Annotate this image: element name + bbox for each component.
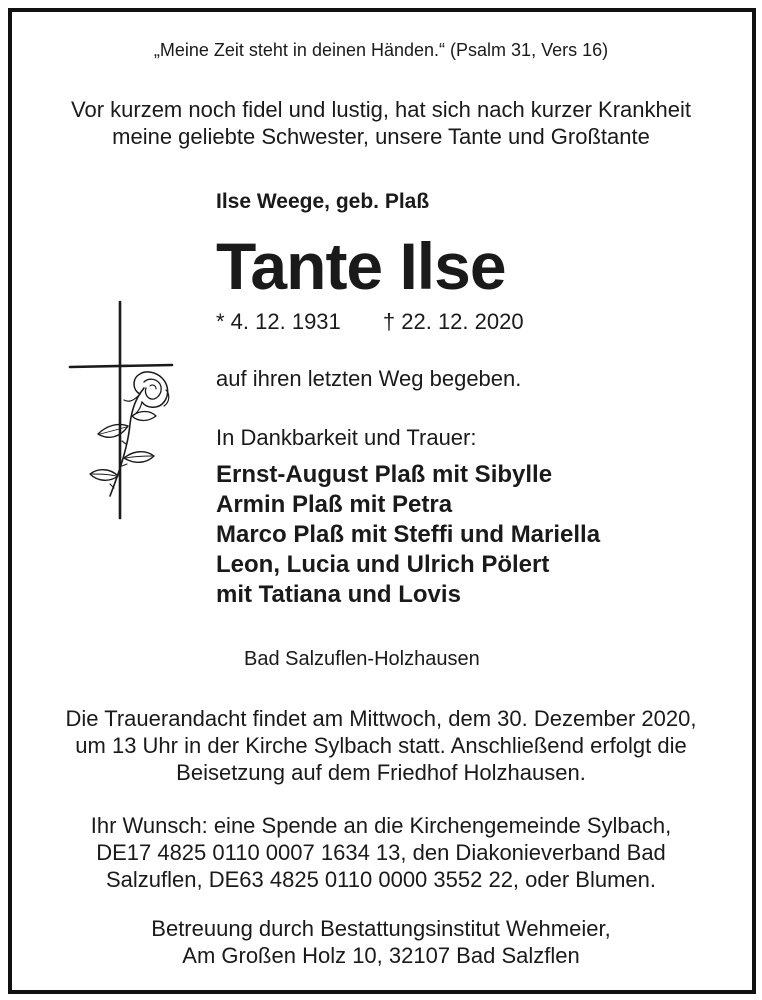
cross-with-rose-icon [66, 298, 182, 524]
mourner-line: Marco Plaß mit Steffi und Mariella [216, 521, 601, 548]
donation-info [0, 812, 762, 893]
psalm-quote: „Meine Zeit steht in deinen Händen.“ (Psalm 31, Vers 16) [153, 40, 609, 60]
funeral-home-line: Am Großen Holz 10, 32107 Bad Salzflen [182, 943, 580, 968]
mourner-line: Ernst-August Plaß mit Sibylle [216, 461, 553, 488]
intro-text [0, 96, 762, 150]
donation-line: Ihr Wunsch: eine Spende an die Kirchengemeinde Sylbach, [90, 813, 672, 838]
service-line: um 13 Uhr in der Kirche Sylbach statt. Anschließend erfolgt die [75, 733, 687, 758]
mourner-line: Armin Plaß mit Petra [216, 491, 453, 518]
deceased-full-name: Ilse Weege, geb. Plaß [216, 190, 430, 213]
service-line: Die Trauerandacht findet am Mittwoch, dem 30. Dezember 2020, [65, 706, 697, 731]
mourner-line: mit Tatiana und Lovis [216, 581, 461, 608]
death-date: † 22. 12. 2020 [382, 309, 524, 334]
deceased-nickname: Tante Ilse [216, 229, 506, 303]
birth-date: * 4. 12. 1931 [216, 309, 341, 334]
intro-line: Vor kurzem noch fidel und lustig, hat sich nach kurzer Krankheit [71, 97, 691, 122]
mourners-list [216, 460, 600, 610]
funeral-home-line: Betreuung durch Bestattungsinstitut Wehmeier, [151, 916, 611, 941]
mourning-intro: In Dankbarkeit und Trauer: [216, 425, 477, 450]
service-line: Beisetzung auf dem Friedhof Holzhausen. [176, 760, 586, 785]
service-info [0, 705, 762, 786]
last-way-text: auf ihren letzten Weg begeben. [216, 366, 522, 391]
mourner-line: Leon, Lucia und Ulrich Pölert [216, 551, 550, 578]
donation-line: Salzuflen, DE63 4825 0110 0000 3552 22, oder Blumen. [106, 867, 656, 892]
life-dates [216, 309, 524, 335]
place-of-residence: Bad Salzuflen-Holzhausen [244, 648, 480, 670]
funeral-home-info [0, 915, 762, 969]
intro-line: meine geliebte Schwester, unsere Tante und Großtante [112, 124, 650, 149]
donation-line: DE17 4825 0110 0007 1634 13, den Diakonieverband Bad [96, 840, 666, 865]
